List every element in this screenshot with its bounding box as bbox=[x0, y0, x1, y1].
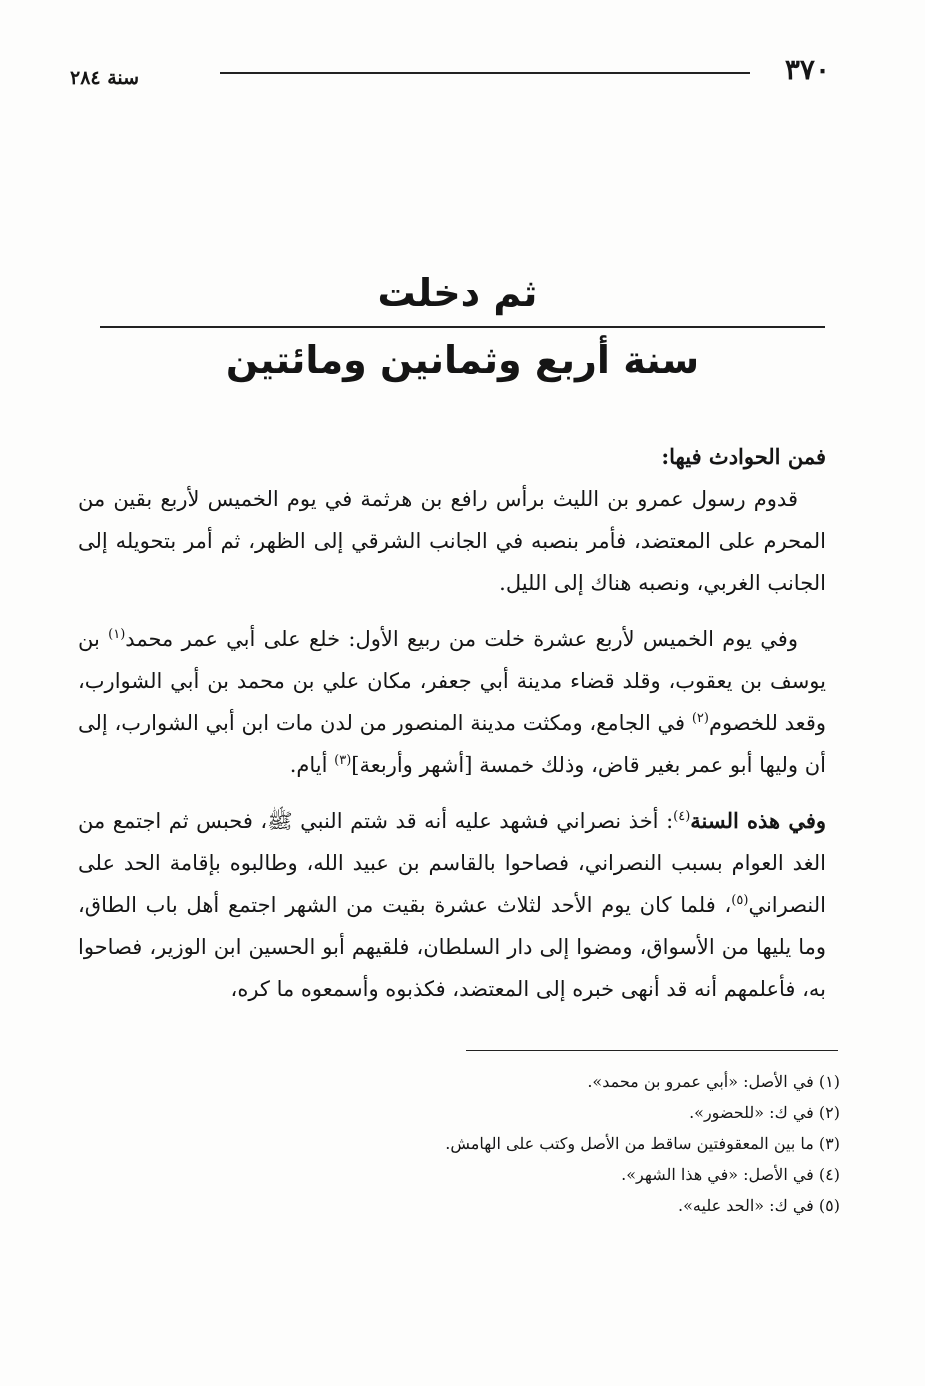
paragraph-1: قدوم رسول عمرو بن الليث برأس رافع بن هرثمة في يوم الخميس لأربع بقين من المحرم على المعتضد، فأمر بنصبه في الجانب الشرقي إلى الظهر، ثم أمر بتحويله إلى الجانب الغربي، ونصبه هناك إلى الليل. bbox=[78, 487, 826, 595]
footnote-2: (٢) في ك: «للحضور». bbox=[689, 1103, 840, 1122]
body-text bbox=[78, 436, 826, 1024]
paragraph-2-text-b: بن يوسف بن يعقوب، وقلد قضاء مدينة أبي جعفر، مكان علي بن محمد بن أبي الشوارب، وقعد للخصوم bbox=[78, 627, 826, 735]
header-rule bbox=[220, 72, 750, 74]
running-header bbox=[70, 52, 830, 96]
footnote-ref-5: (٥) bbox=[731, 893, 749, 908]
footnote-3: (٣) ما بين المعقوفتين ساقط من الأصل وكتب على الهامش. bbox=[445, 1134, 840, 1153]
footnote-1: (١) في الأصل: «أبي عمرو بن محمد». bbox=[587, 1072, 840, 1091]
paragraph-2-text-a: وفي يوم الخميس لأربع عشرة خلت من ربيع الأول: خلع على أبي عمر محمد bbox=[125, 627, 798, 651]
footnote-ref-1: (١) bbox=[108, 627, 126, 642]
footnote-divider bbox=[466, 1050, 838, 1051]
footnote-ref-2: (٢) bbox=[691, 711, 709, 726]
heading-line-2: سنة أربع وثمانين ومائتين bbox=[225, 338, 700, 382]
footnote-4: (٤) في الأصل: «في هذا الشهر». bbox=[621, 1165, 840, 1184]
paragraph-3-text-a: : أخذ نصراني فشهد عليه أنه قد شتم النبي ﷺ، فحبس ثم اجتمع من الغد العوام بسبب النصراني، فصاحوا بالقاسم بن عبيد الله، وطالبوه بإقامة الحد على النصراني bbox=[78, 809, 826, 917]
footnote-5: (٥) في ك: «الحد عليه». bbox=[678, 1196, 840, 1215]
paragraph-3-lead: وفي هذه السنة bbox=[690, 808, 826, 833]
paragraph-2-text-d: أيام. bbox=[289, 753, 335, 777]
footnote-ref-4: (٤) bbox=[673, 809, 691, 824]
running-year-label: سنة ٢٨٤ bbox=[70, 67, 140, 89]
chapter-heading bbox=[100, 268, 825, 386]
paragraph-2 bbox=[78, 618, 826, 786]
paragraph-3 bbox=[78, 800, 826, 1010]
paragraph-3-text-b: ، فلما كان يوم الأحد لثلاث عشرة بقيت من الشهر اجتمع أهل باب الطاق، وما يليها من الأسواق، ومضوا إلى دار السلطان، فلقيهم أبو الحسين ابن الوزير، فصاحوا به، فأعلمهم أنه قد أنهى خبره إلى المعتضد، فكذبوه وأسمعوه ما كره، bbox=[78, 893, 826, 1001]
paragraph-2-text-c: في الجامع، ومكثت مدينة المنصور من لدن مات ابن أبي الشوارب، إلى أن وليها أبو عمر بغير قاض، وذلك خمسة [أشهر وأربعة] bbox=[78, 711, 826, 777]
heading-divider bbox=[100, 326, 825, 328]
heading-line-1: ثم دخلت bbox=[377, 271, 538, 315]
footnote-ref-3: (٣) bbox=[334, 753, 352, 768]
section-label: فمن الحوادث فيها: bbox=[661, 444, 826, 469]
footnotes bbox=[380, 1066, 840, 1221]
page-number: ٣٧٠ bbox=[784, 53, 830, 86]
